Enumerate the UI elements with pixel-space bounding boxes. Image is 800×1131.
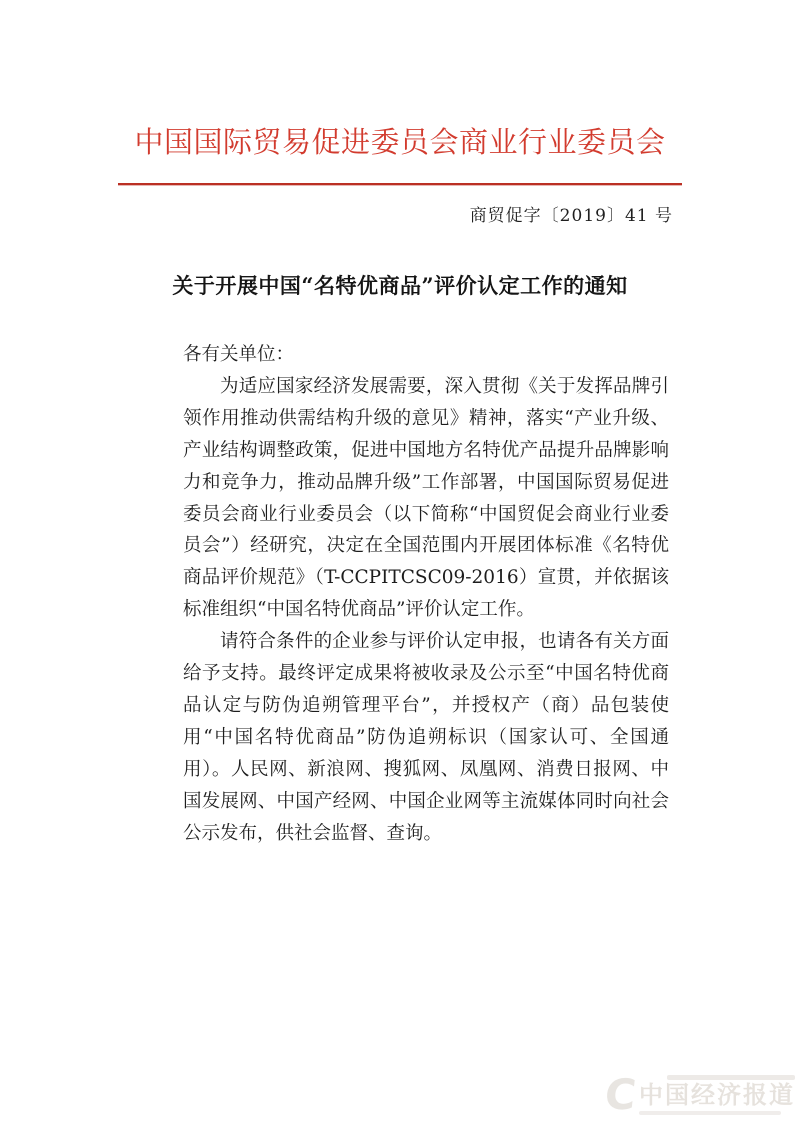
watermark-body <box>639 1075 795 1115</box>
body-paragraph-2: 请符合条件的企业参与评价认定申报，也请各有关方面给予支持。最终评定成果将被收录及公示至“中国名特优商品认定与防伪追朔管理平台”，并授权产（商）品包装使用“中国名特优商品”防伪追朔标识（国家认可、全国通用）。人民网、新浪网、搜狐网、凤凰网、消费日报网、中国发展网、中国产经网、中国企业网等主流媒体同时向社会公示发布，供社会监督、查询。 <box>183 631 669 844</box>
letterhead-rule <box>118 183 682 185</box>
document-body <box>183 339 669 850</box>
salutation: 各有关单位： <box>183 344 295 365</box>
letterhead-org-name: 中国国际贸易促进委员会商业行业委员会 <box>134 125 666 159</box>
watermark <box>602 1070 795 1119</box>
body-paragraph-1: 为适应国家经济发展需要，深入贯彻《关于发挥品牌引领作用推动供需结构升级的意见》精神，落实“产业升级、产业结构调整政策，促进中国地方名特优产品提升品牌影响力和竞争力，推动品牌升级”工作部署，中国国际贸易促进委员会商业行业委员会（以下简称“中国贸促会商业行业委员会”）经研究，决定在全国范围内开展团体标准《名特优商品评价规范》（T-CCPITCSC09-2016）宣贯，并依据该标准组织“中国名特优商品”评价认定工作。 <box>183 375 669 621</box>
watermark-tagline-bottom <box>639 1111 781 1115</box>
document-title: 关于开展中国“名特优商品”评价认定工作的通知 <box>172 273 628 298</box>
watermark-logo-icon: C <box>602 1070 639 1119</box>
document-number: 商贸促字〔2019〕41 号 <box>469 206 673 226</box>
watermark-tagline-top <box>667 1075 795 1080</box>
watermark-text: 中国经济报道 <box>639 1080 795 1109</box>
